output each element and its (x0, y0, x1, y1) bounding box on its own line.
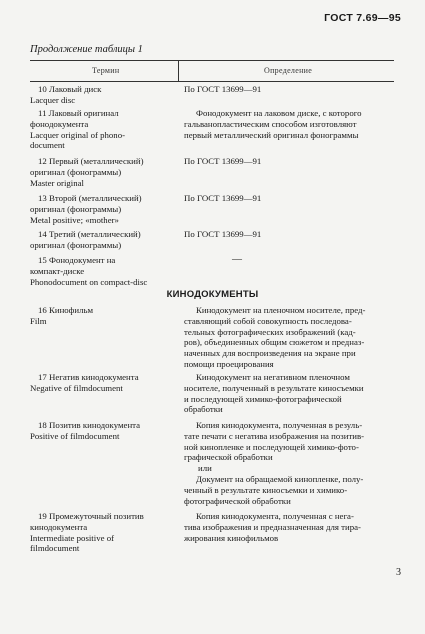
column-header-definition: Определение (264, 66, 313, 75)
term-18: 18 Позитив кинодокумента Positive of filmdocument (30, 420, 141, 441)
column-divider (178, 60, 179, 82)
definition-11: Фонодокумент на лаковом диске, с которого гальванопластическим способом изготовляют первый металлический оригинал фонограммы (184, 108, 362, 140)
term-16: 16 Кинофильм Film (30, 305, 94, 326)
term-13: 13 Второй (металлический) оригинал (фонограммы) Metal positive; «mother» (30, 193, 142, 225)
term-10-en: Lacquer disc (30, 94, 76, 105)
definition-17: Кинодокумент на негативном пленочном носителе, полученный в результате киносъемки и последующей химико-фотографической обработки (184, 372, 364, 415)
term-11: 11 Лаковый оригинал фонодокумента Lacquer original of phono- document (30, 108, 126, 151)
definition-18: Копия кинодокумента, полученная в резуль- тате печати с негатива изображения на позитив- ной кинопленке и последующей химико-фото- графической обработки или Документ на обращаемой кинопленке, полу- ченный в результате киносъемки и химико- фотографической обработки (184, 420, 365, 506)
definition-13: По ГОСТ 13699—91 (184, 193, 262, 203)
term-12: 12 Первый (металлический) оригинал (фонограммы) Master original (30, 156, 144, 188)
table-continuation-label: Продолжение таблицы 1 (30, 44, 143, 55)
definition-15-dash: — (232, 254, 242, 265)
term-15: 15 Фонодокумент на компакт-диске Phonodocument on compact-disc (30, 255, 148, 287)
term-19: 19 Промежуточный позитив кинодокумента Intermediate positive of filmdocument (30, 511, 144, 554)
definition-12: По ГОСТ 13699—91 (184, 156, 262, 166)
definition-10: По ГОСТ 13699—91 (184, 84, 262, 94)
table-top-rule (30, 60, 394, 61)
term-10-ru: 10 Лаковый диск (38, 84, 102, 94)
definition-16: Кинодокумент на пленочном носителе, пред- ставляющий собой совокупность последова- тельных фотографических изображений (кад- ров), объединенных общим сюжетом и предназ- наченных для воспроизведения на экране при помощи проецирования (184, 305, 366, 369)
term-10 (30, 84, 178, 106)
definition-14: По ГОСТ 13699—91 (184, 229, 262, 239)
standard-code: ГОСТ 7.69—95 (324, 12, 401, 24)
term-14: 14 Третий (металлический) оригинал (фонограммы) (30, 229, 141, 250)
term-17: 17 Негатив кинодокумента Negative of filmdocument (30, 372, 139, 393)
definition-19: Копия кинодокумента, полученная с нега- тива изображения и предназначенная для тира- жирования кинофильмов (184, 511, 361, 543)
section-heading: КИНОДОКУМЕНТЫ (166, 289, 259, 300)
header-bottom-rule (30, 81, 394, 82)
column-header-term: Термин (92, 66, 120, 75)
page-number: 3 (396, 567, 401, 578)
